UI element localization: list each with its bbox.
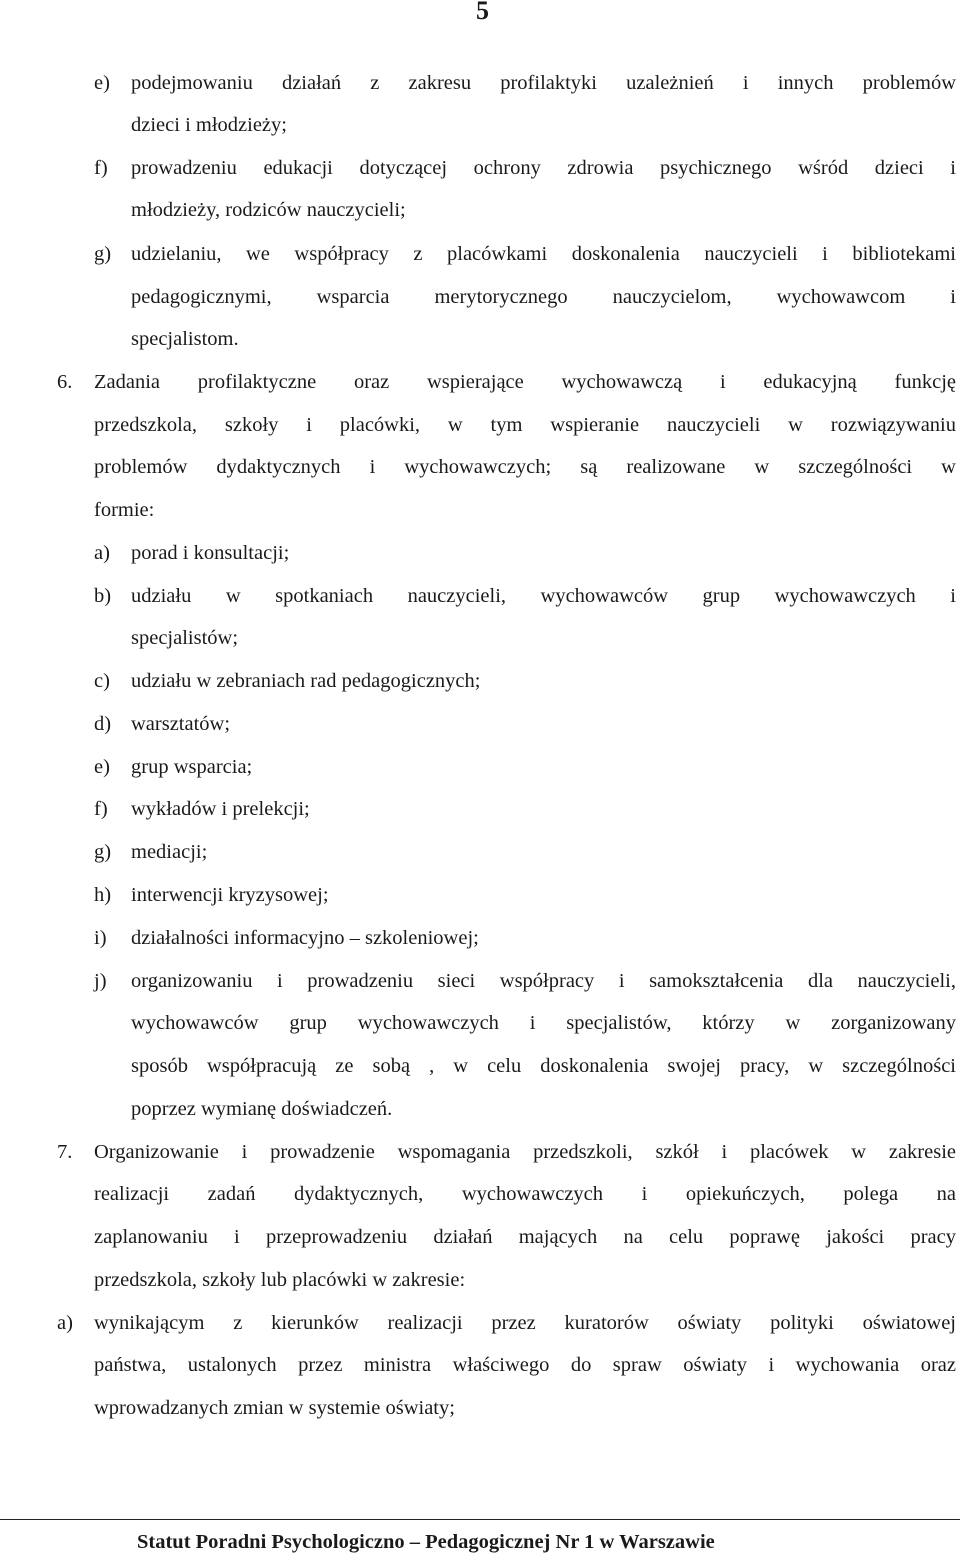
item-text-line: młodzieży, rodziców nauczycieli; — [131, 199, 406, 221]
item-text-line: mediacji; — [131, 841, 208, 863]
item-text-line: organizowaniu i prowadzeniu sieci współpracy i samokształcenia dla nauczycieli, — [131, 970, 956, 992]
section-number: 7. — [57, 1141, 73, 1163]
item-text-line: warsztatów; — [131, 713, 231, 735]
paragraph-line: przedszkola, szkoły lub placówki w zakresie: — [94, 1269, 466, 1291]
item-text-line: wykładów i prelekcji; — [131, 798, 310, 820]
item-text-line: pedagogicznymi, wsparcia merytorycznego nauczycielom, wychowawcom i — [131, 286, 956, 308]
item-text-line: wprowadzanych zmian w systemie oświaty; — [94, 1397, 455, 1419]
item-text-line: podejmowaniu działań z zakresu profilaktyki uzależnień i innych problemów — [131, 72, 956, 94]
item-label: a) — [94, 542, 110, 564]
item-text-line: poprzez wymianę doświadczeń. — [131, 1098, 393, 1120]
item-label: e) — [94, 72, 110, 94]
item-label: g) — [94, 841, 112, 863]
item-text-line: państwa, ustalonych przez ministra właściwego do spraw oświaty i wychowania oraz — [94, 1354, 956, 1376]
item-label: h) — [94, 884, 112, 906]
item-text-line: dzieci i młodzieży; — [131, 114, 287, 136]
item-text-line: wynikającym z kierunków realizacji przez kuratorów oświaty polityki oświatowej — [94, 1312, 956, 1334]
item-text-line: grup wsparcia; — [131, 756, 253, 778]
item-label: j) — [94, 970, 107, 992]
paragraph-line: zaplanowaniu i przeprowadzeniu działań mających na celu poprawę jakości pracy — [94, 1226, 956, 1248]
paragraph-line: Zadania profilaktyczne oraz wspierające wychowawczą i edukacyjną funkcję — [94, 371, 956, 393]
item-text-line: prowadzeniu edukacji dotyczącej ochrony zdrowia psychicznego wśród dzieci i — [131, 157, 956, 179]
item-text-line: sposób współpracują ze sobą , w celu doskonalenia swojej pracy, w szczególności — [131, 1055, 956, 1077]
item-text-line: interwencji kryzysowej; — [131, 884, 329, 906]
item-label: b) — [94, 585, 112, 607]
item-text-line: wychowawców grup wychowawczych i specjalistów, którzy w zorganizowany — [131, 1012, 956, 1034]
section-number: 6. — [57, 371, 73, 393]
item-text-line: udzielaniu, we współpracy z placówkami doskonalenia nauczycieli i bibliotekami — [131, 243, 956, 265]
item-label: g) — [94, 243, 112, 265]
paragraph-line: Organizowanie i prowadzenie wspomagania przedszkoli, szkół i placówek w zakresie — [94, 1141, 956, 1163]
item-text-line: specjalistów; — [131, 627, 239, 649]
item-label: c) — [94, 670, 110, 692]
paragraph-line: realizacji zadań dydaktycznych, wychowawczych i opiekuńczych, polega na — [94, 1183, 956, 1205]
item-label: d) — [94, 713, 112, 735]
page-footer: Statut Poradni Psychologiczno – Pedagogicznej Nr 1 w Warszawie — [137, 1531, 715, 1553]
item-label: a) — [57, 1312, 73, 1334]
item-label: e) — [94, 756, 110, 778]
item-text-line: udziału w zebraniach rad pedagogicznych; — [131, 670, 481, 692]
item-text-line: działalności informacyjno – szkoleniowej; — [131, 927, 479, 949]
item-text-line: porad i konsultacji; — [131, 542, 290, 564]
item-text-line: udziału w spotkaniach nauczycieli, wychowawców grup wychowawczych i — [131, 585, 956, 607]
paragraph-line: formie: — [94, 499, 155, 521]
footer-divider — [0, 1519, 960, 1520]
paragraph-line: problemów dydaktycznych i wychowawczych; są realizowane w szczególności w — [94, 456, 956, 478]
item-label: i) — [94, 927, 107, 949]
paragraph-line: przedszkola, szkoły i placówki, w tym wspieranie nauczycieli w rozwiązywaniu — [94, 414, 956, 436]
item-label: f) — [94, 798, 108, 820]
item-text-line: specjalistom. — [131, 328, 239, 350]
item-label: f) — [94, 157, 108, 179]
page-number: 5 — [476, 0, 489, 25]
